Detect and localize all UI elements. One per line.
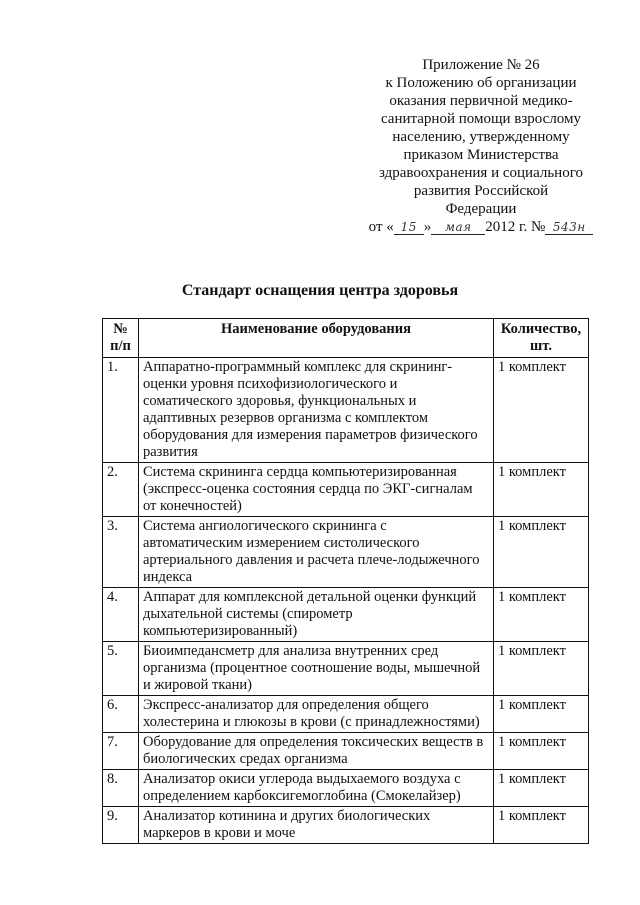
appendix-line: оказания первичной медико-: [389, 93, 573, 109]
equipment-quantity: 1 комплект: [494, 517, 589, 588]
appendix-line: Приложение № 26: [422, 57, 540, 73]
equipment-name: Аппарат для комплексной детальной оценки функций дыхательной системы (спирометр компьютеризированный): [139, 588, 494, 642]
equipment-name: Биоимпедансметр для анализа внутренних сред организма (процентное соотношение воды, мышечной и жировой ткани): [139, 642, 494, 696]
appendix-line: здравоохранения и социального: [378, 165, 583, 181]
row-number: 6.: [103, 696, 139, 733]
appendix-header: [352, 56, 610, 236]
column-header-quantity: Количество, шт.: [494, 319, 589, 358]
date-mid: »: [423, 219, 432, 235]
equipment-name: Экспресс-анализатор для определения общего холестерина и глюкозы в крови (с принадлежностями): [139, 696, 494, 733]
appendix-line: населению, утвержденному: [392, 129, 570, 145]
equipment-quantity: 1 комплект: [494, 733, 589, 770]
equipment-table: [102, 318, 589, 844]
row-number: 5.: [103, 642, 139, 696]
order-date-line: [352, 218, 610, 236]
equipment-quantity: 1 комплект: [494, 588, 589, 642]
equipment-name: Система ангиологического скрининга с автоматическим измерением систолического артериального давления и расчета плече-лодыжечного индекса: [139, 517, 494, 588]
appendix-line: санитарной помощи взрослому: [380, 111, 582, 127]
column-header-name: Наименование оборудования: [139, 319, 494, 358]
table-row: [103, 696, 589, 733]
date-year: 2012 г. №: [485, 219, 546, 235]
equipment-quantity: 1 комплект: [494, 358, 589, 463]
date-prefix: от «: [368, 219, 394, 235]
equipment-name: Аппаратно-программный комплекс для скрининг-оценки уровня психофизиологического и соматического здоровья, функциональных и адаптивных резервов организма с комплектом оборудования для измерения параметров физического развития: [139, 358, 494, 463]
appendix-line: приказом Министерства: [403, 147, 559, 163]
equipment-name: Анализатор котинина и других биологических маркеров в крови и моче: [139, 807, 494, 844]
equipment-name: Анализатор окиси углерода выдыхаемого воздуха с определением карбоксигемоглобина (Смокелайзер): [139, 770, 494, 807]
equipment-name: Система скрининга сердца компьютеризированная (экспресс-оценка состояния сердца по ЭКГ-сигналам от конечностей): [139, 463, 494, 517]
table-row: [103, 770, 589, 807]
equipment-quantity: 1 комплект: [494, 807, 589, 844]
row-number: 2.: [103, 463, 139, 517]
row-number: 7.: [103, 733, 139, 770]
table-header-row: [103, 319, 589, 358]
table-row: [103, 642, 589, 696]
handwritten-month: мая: [431, 221, 485, 235]
row-number: 3.: [103, 517, 139, 588]
equipment-name: Оборудование для определения токсических веществ в биологических средах организма: [139, 733, 494, 770]
appendix-line: Федерации: [445, 201, 517, 217]
table-row: [103, 463, 589, 517]
row-number: 8.: [103, 770, 139, 807]
table-row: [103, 733, 589, 770]
equipment-quantity: 1 комплект: [494, 770, 589, 807]
appendix-line: развития Российской: [413, 183, 549, 199]
row-number: 9.: [103, 807, 139, 844]
table-row: [103, 517, 589, 588]
row-number: 1.: [103, 358, 139, 463]
row-number: 4.: [103, 588, 139, 642]
table-row: [103, 358, 589, 463]
handwritten-order-number: 543н: [545, 221, 593, 235]
table-row: [103, 588, 589, 642]
equipment-quantity: 1 комплект: [494, 463, 589, 517]
appendix-line: к Положению об организации: [385, 75, 577, 91]
equipment-quantity: 1 комплект: [494, 696, 589, 733]
document-title: Стандарт оснащения центра здоровья: [181, 282, 459, 299]
table-row: [103, 807, 589, 844]
handwritten-day: 15: [394, 221, 424, 235]
column-header-number: № п/п: [103, 319, 139, 358]
equipment-quantity: 1 комплект: [494, 642, 589, 696]
